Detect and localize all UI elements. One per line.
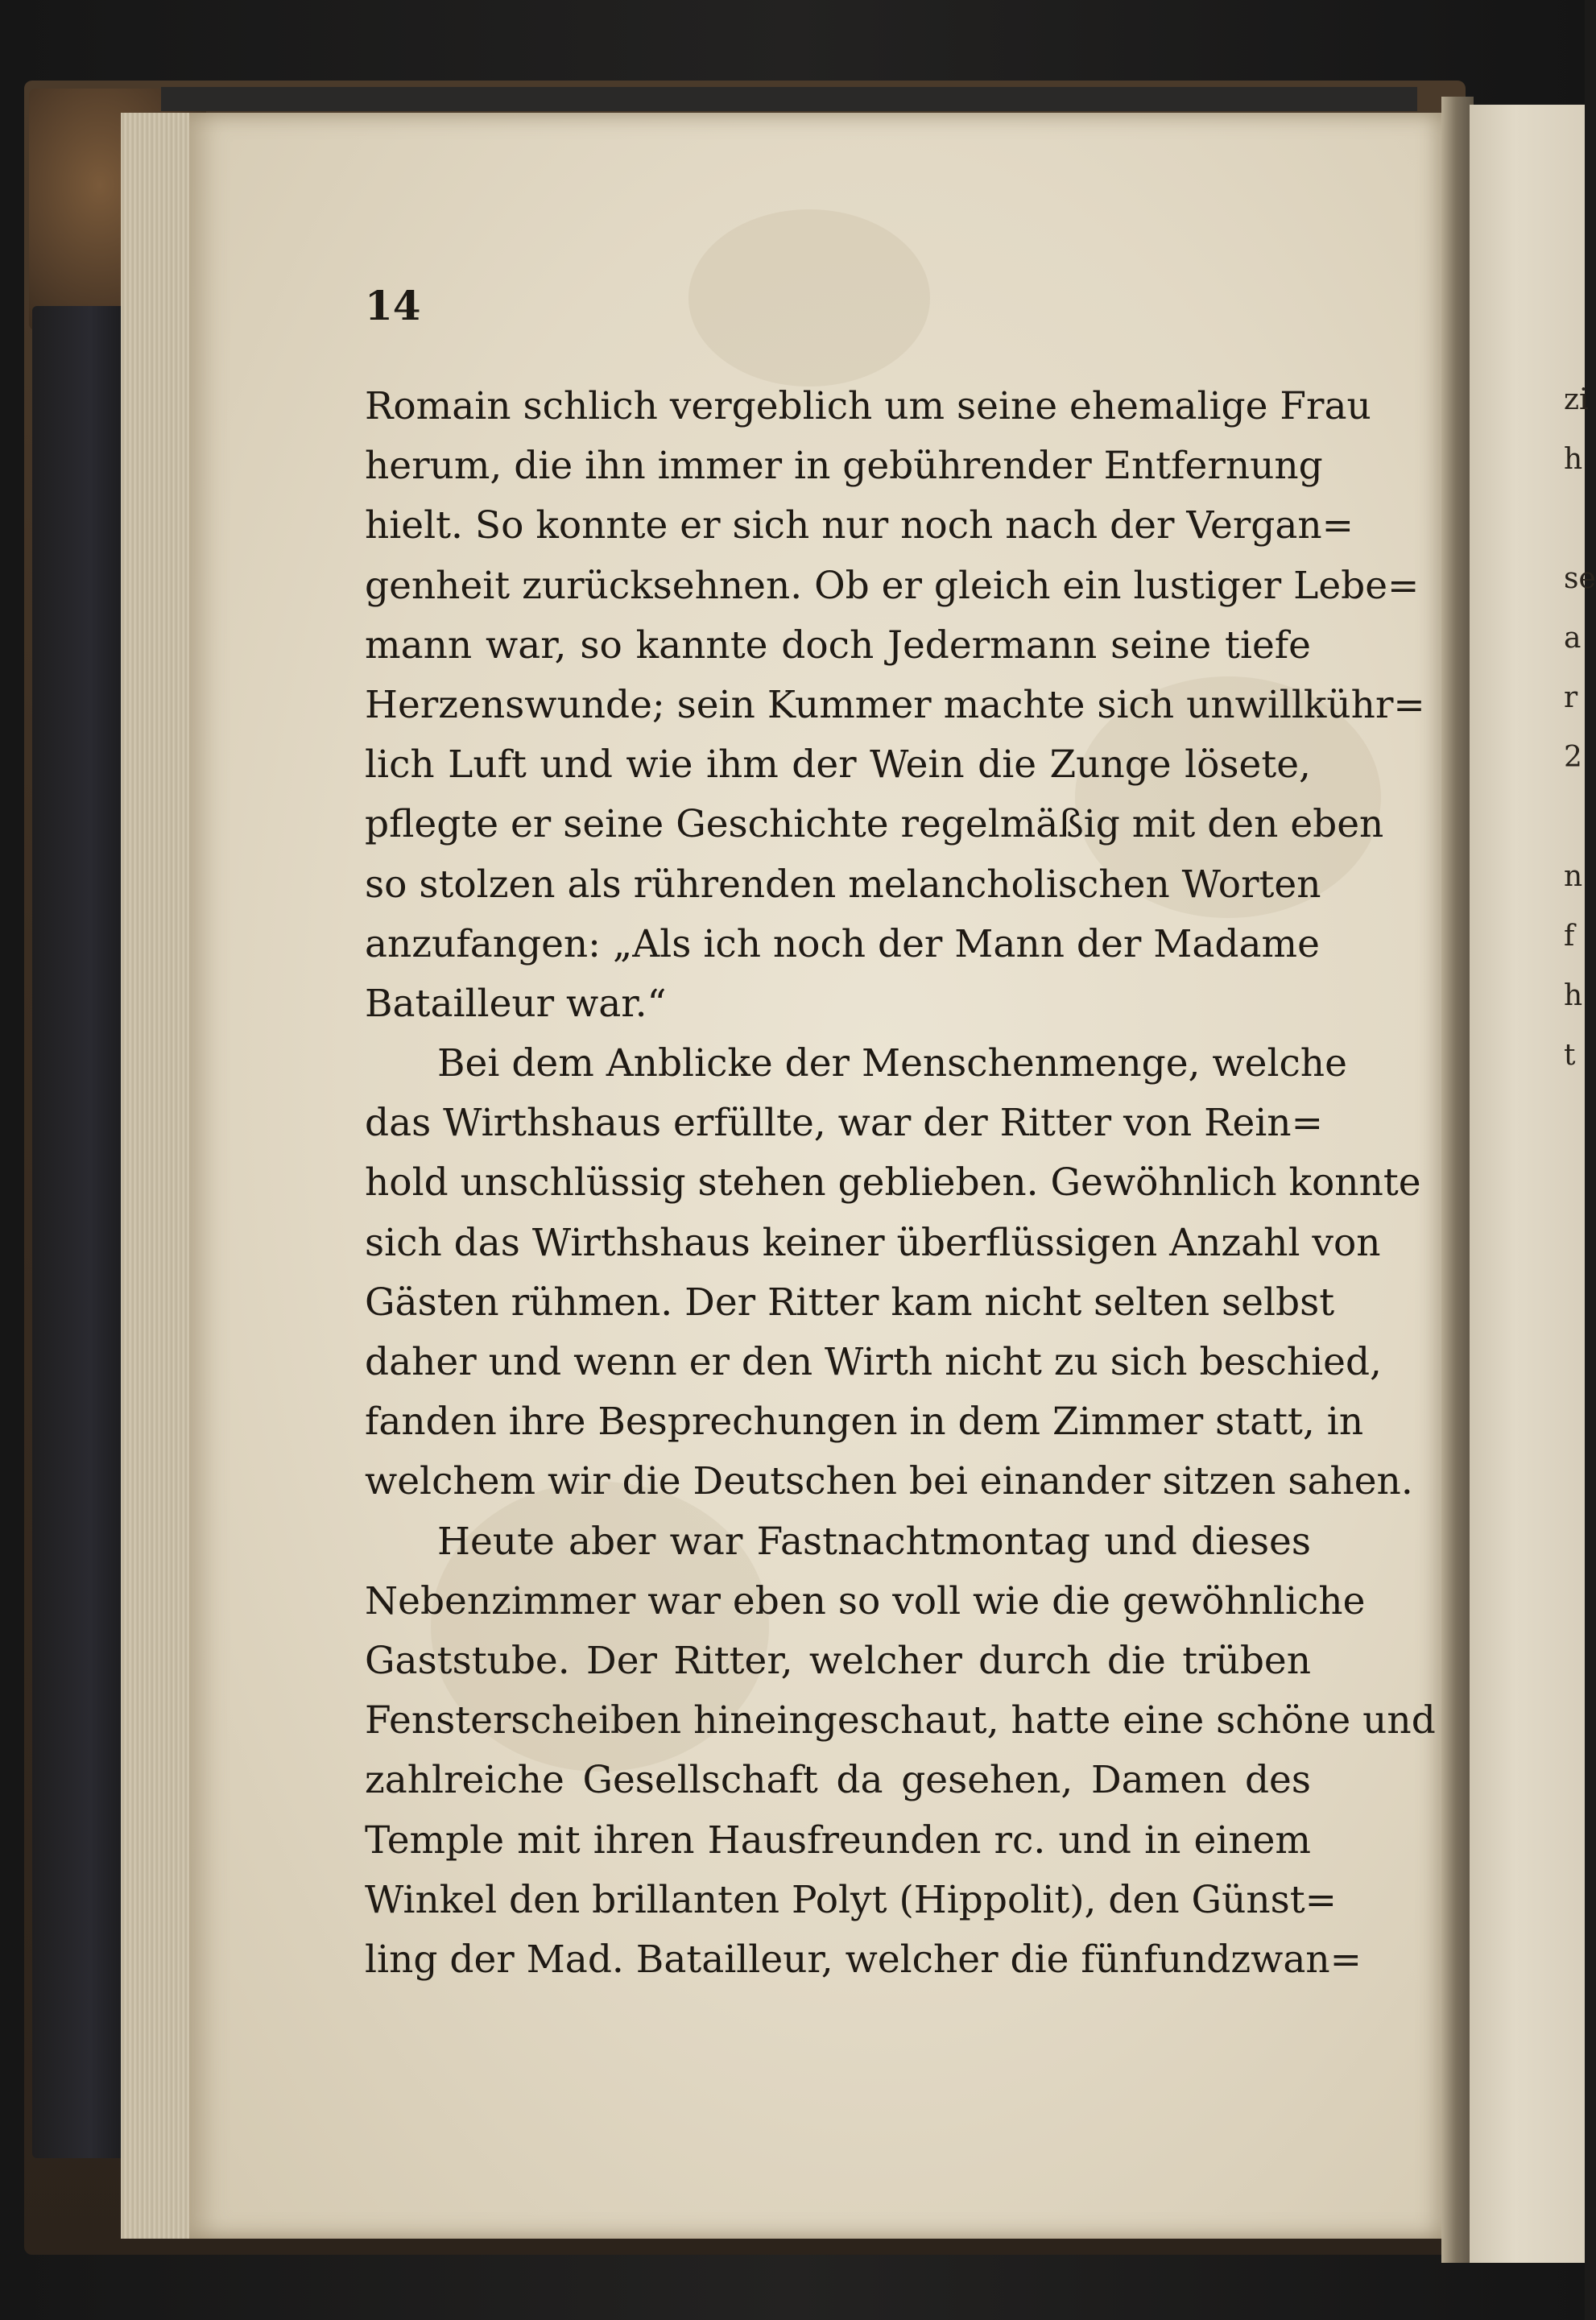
text-line: Winkel den brillanten Polyt (Hippolit), den Günst= (365, 1877, 1338, 1922)
cover-top-edge (161, 87, 1417, 111)
page-gutter (1441, 97, 1474, 2263)
text-line: Gästen rühmen. Der Ritter kam nicht selten selbst (365, 1280, 1335, 1325)
facing-fragment: 2 (1564, 741, 1582, 774)
book-spine (32, 306, 129, 2158)
facing-fragment: t (1564, 1039, 1576, 1072)
facing-fragment: r (1564, 681, 1578, 714)
text-line: Gaststube. Der Ritter, welcher durch die trüben (365, 1638, 1311, 1683)
text-line: mann war, so kannte doch Jedermann seine tiefe (365, 622, 1311, 668)
text-line: hold unschlüssig stehen geblieben. Gewöhnlich konnte (365, 1160, 1421, 1205)
facing-fragment: f (1564, 920, 1575, 953)
text-line: Fensterscheiben hineingeschaut, hatte eine schöne und (365, 1698, 1436, 1743)
text-line: anzufangen: „Als ich noch der Mann der Madame (365, 921, 1320, 966)
body-text (365, 377, 1436, 1990)
facing-fragment: a (1564, 622, 1582, 655)
text-line: Herzenswunde; sein Kummer machte sich unwillkühr= (365, 682, 1425, 727)
facing-fragment (1564, 490, 1585, 549)
text-line: Heute aber war Fastnachtmontag und dieses (437, 1519, 1311, 1564)
text-line: Romain schlich vergeblich um seine ehemalige Frau (365, 384, 1371, 428)
facing-fragment: h (1564, 979, 1583, 1012)
paper-stain (688, 209, 930, 387)
text-line: so stolzen als rührenden melancholischen Worten (365, 862, 1321, 907)
text-line: welchem wir die Deutschen bei einander sitzen sahen. (365, 1459, 1413, 1504)
text-line: Bei dem Anblicke der Menschenmenge, welche (437, 1041, 1347, 1086)
text-line: lich Luft und wie ihm der Wein die Zunge lösete, (365, 742, 1311, 788)
facing-fragment: se (1564, 562, 1596, 595)
facing-fragment: zi (1564, 383, 1589, 416)
text-line: pflegte er seine Geschichte regelmäßig mit den eben (365, 802, 1384, 847)
facing-fragment: h (1564, 443, 1583, 476)
text-line: hielt. So konnte er sich nur noch nach der Vergan= (365, 503, 1354, 548)
text-line: Nebenzimmer war eben so voll wie die gewöhnliche (365, 1578, 1366, 1623)
text-line: Temple mit ihren Hausfreunden rc. und in einem (365, 1818, 1311, 1863)
facing-fragment (1564, 788, 1585, 847)
text-line: das Wirthshaus erfüllte, war der Ritter von Rein= (365, 1101, 1323, 1146)
text-line: ling der Mad. Batailleur, welcher die fünfundzwan= (365, 1937, 1362, 1982)
text-line: sich das Wirthshaus keiner überflüssigen Anzahl von (365, 1220, 1381, 1265)
text-line: genheit zurücksehnen. Ob er gleich ein lustiger Lebe= (365, 563, 1420, 608)
facing-fragment: n (1564, 860, 1583, 893)
text-line: fanden ihre Besprechungen in dem Zimmer statt, in (365, 1400, 1364, 1445)
page-number: 14 (365, 282, 421, 329)
text-line: daher und wenn er den Wirth nicht zu sich beschied, (365, 1340, 1382, 1384)
facing-page-text (1564, 370, 1596, 1086)
text-line: herum, die ihn immer in gebührender Entfernung (365, 444, 1323, 489)
text-line: Batailleur war.“ (365, 981, 667, 1026)
text-line: zahlreiche Gesellschaft da gesehen, Damen des (365, 1758, 1311, 1803)
